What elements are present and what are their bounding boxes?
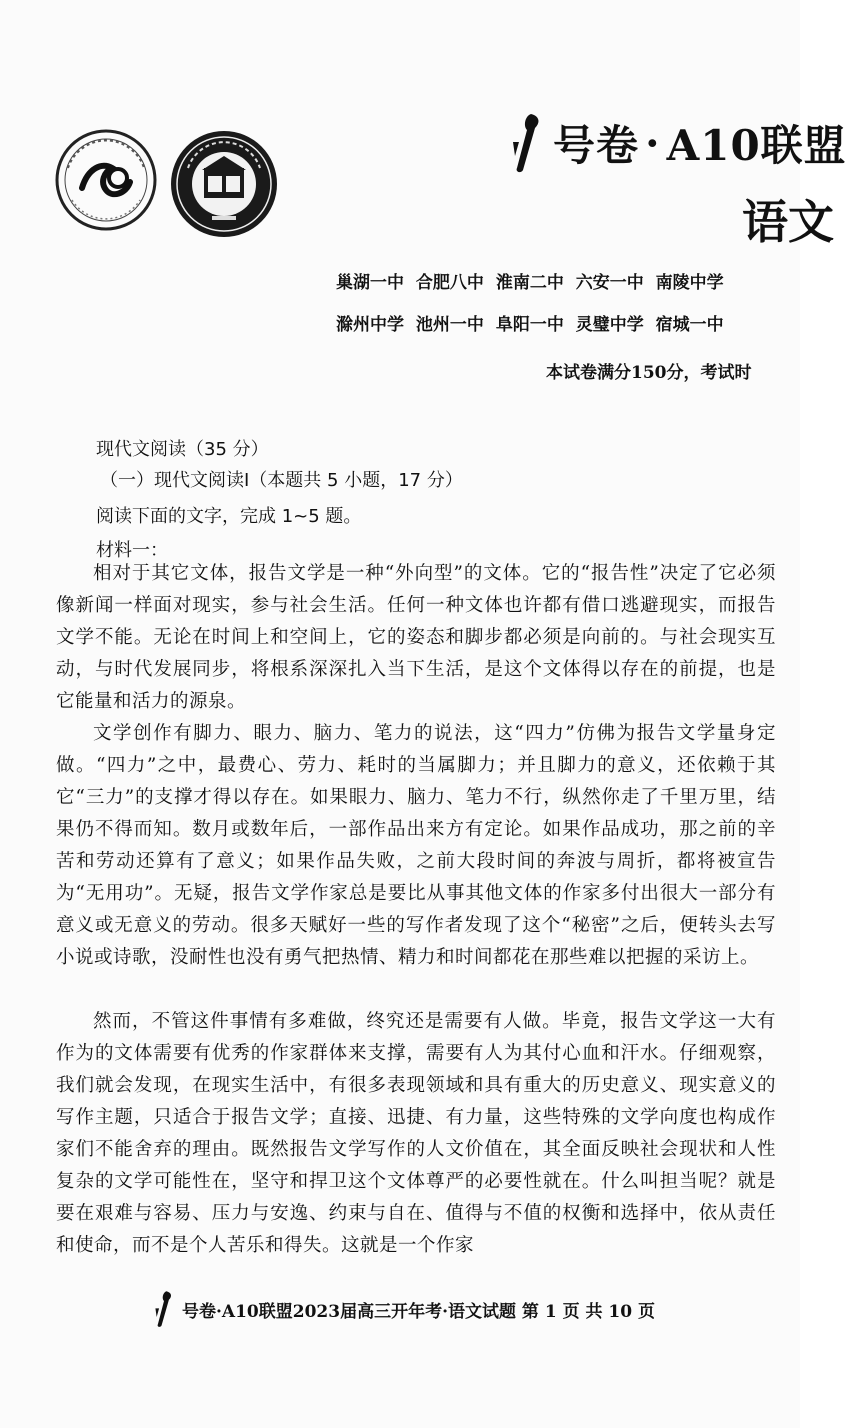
schools-row-1: 巢湖一中 合肥八中 淮南二中 六安一中 南陵中学 [336,273,724,293]
material-label: 材料一： [96,540,168,561]
brush-stroke-icon [505,112,549,174]
exam-info: 本试卷满分150分，考试时 [546,363,752,383]
footer-text: ·A10联盟2023届高三开年考·语文试题 第 1 页 共 10 页 [216,1301,655,1322]
page-footer [150,1290,655,1328]
reading-instruction: 阅读下面的文字，完成 1~5 题。 [96,506,362,527]
subsection-heading: （一）现代文阅读Ⅰ（本题共 5 小题，17 分） [100,470,463,491]
wanzhi-education-seal-logo [168,128,280,240]
schools-row-2: 滁州中学 池州一中 阜阳一中 灵璧中学 宿城一中 [336,315,724,335]
paragraph-3: 然而，不管这件事情有多难做，终究还是需要有人做。毕竟，报告文学这一大有作为的文体需要有优秀的作家群体来支撑，需要有人为其付心血和汗水。仔细观察，我们就会发现，在现实生活中，有很多表现领域和具有重大的历史意义、现实意义的写作主题，只适合于报告文学；直接、迅捷、有力量，这些特殊的文学向度也构成作家们不能舍弃的理由。既然报告文学写作的人文价值在，其全面反映社会现状和人性复杂的文学可能性在，坚守和捍卫这个文体尊严的必要性就在。什么叫担当呢？就是要在艰难与容易、压力与安逸、约束与自在、值得与不值的权衡和选择中，依从责任和使命，而不是个人苦乐和得失。这就是一个作家 [56,1011,776,1256]
paragraph-1: 相对于其它文体，报告文学是一种“外向型”的文体。它的“报告性”决定了它必须像新闻一样面对现实，参与社会生活。任何一种文体也许都有借口逃避现实，而报告文学不能。无论在时间上和空间上，它的姿态和脚步都必须是向前的。与社会现实互动，与时代发展同步，将根系深深扎入当下生活，是这个文体得以存在的前提，也是它能量和活力的源泉。 [56,563,776,712]
subject-title: 语文 [742,195,834,249]
section-heading: 现代文阅读（35 分） [96,439,269,460]
footer-brand: 号卷 [182,1301,216,1322]
school-anniversary-emblem-logo [54,128,158,232]
brand-name: 号卷 [553,121,640,170]
brand-title [505,112,847,174]
brand-separator: · [645,118,661,168]
paragraph-2: 文学创作有脚力、眼力、脑力、笔力的说法，这“四力”仿佛为报告文学量身定做。“四力”之中，最费心、劳力、耗时的当属脚力；并且脚力的意义，还依赖于其它“三力”的支撑才得以存在。如果眼力、脑力、笔力不行，纵然你走了千里万里，结果仍不得而知。数月或数年后，一部作品出来方有定论。如果作品成功，那之前的辛苦和劳动还算有了意义；如果作品失败，之前大段时间的奔波与周折，都将被宣告为“无用功”。无疑，报告文学作家总是要比从事其他文体的作家多付出很大一部分有意义或无意义的劳动。很多天赋好一些的写作者发现了这个“秘密”之后，便转头去写小说或诗歌，没耐性也没有勇气把热情、精力和时间都花在那些难以把握的采访上。 [56,723,776,968]
series-name: A10联盟 [666,121,847,170]
brush-stroke-icon [150,1290,178,1328]
